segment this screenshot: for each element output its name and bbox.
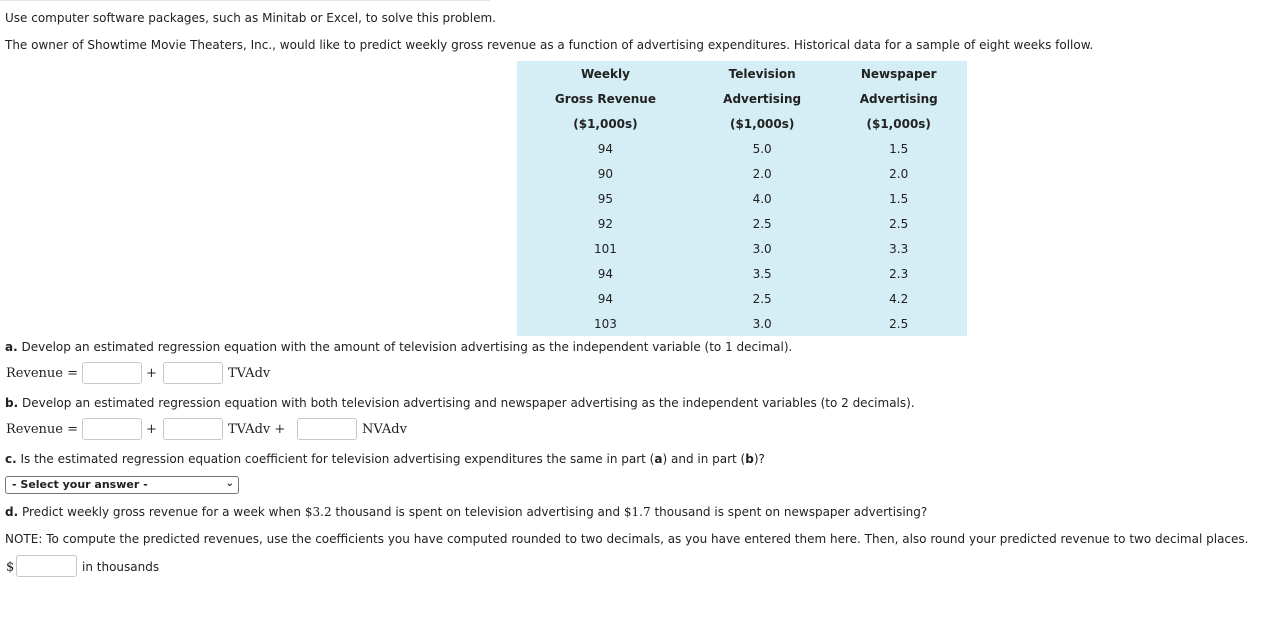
table-cell: 3.5 bbox=[752, 266, 772, 281]
table-row bbox=[517, 236, 967, 261]
part-d-unit: in thousands bbox=[82, 560, 160, 574]
part-a-question bbox=[5, 340, 792, 354]
part-a-lhs: Revenue = bbox=[6, 366, 78, 381]
table-cell: 4.2 bbox=[889, 291, 909, 306]
table-cell: 94 bbox=[597, 266, 614, 281]
part-c-answer-select[interactable] bbox=[5, 476, 239, 494]
part-b-tvadv-coefficient-input[interactable] bbox=[163, 418, 223, 440]
table-cell: 94 bbox=[597, 141, 614, 156]
table-header-row bbox=[517, 86, 967, 111]
table-cell: 1.5 bbox=[889, 141, 909, 156]
table-row bbox=[517, 161, 967, 186]
table-row bbox=[517, 211, 967, 236]
part-d-label: d. bbox=[5, 505, 19, 519]
part-d-answer-input[interactable] bbox=[16, 555, 77, 577]
part-b-intercept-input[interactable] bbox=[82, 418, 142, 440]
part-b-question bbox=[5, 396, 915, 410]
part-b-lhs: Revenue = bbox=[6, 422, 78, 437]
part-d-np-amount: $1.7 bbox=[623, 505, 651, 519]
part-c-label: c. bbox=[5, 452, 17, 466]
part-c-text-post: )? bbox=[753, 452, 765, 466]
table-cell: 2.5 bbox=[752, 291, 772, 306]
problem-text: The owner of Showtime Movie Theaters, Inc., would like to predict weekly gross revenue as a function of advertising expenditures. Historical data for a sample of eight weeks follow. bbox=[5, 38, 1094, 52]
table-header-cell: ($1,000s) bbox=[573, 116, 638, 131]
table-cell: 92 bbox=[597, 216, 614, 231]
table-header-cell: Advertising bbox=[859, 91, 938, 106]
part-c-a: a bbox=[654, 452, 663, 466]
part-d-tv-amount: $3.2 bbox=[304, 505, 332, 519]
table-header-cell: Weekly bbox=[580, 66, 630, 81]
part-c-text-pre: Is the estimated regression equation coefficient for television advertising expenditures the same in part ( bbox=[20, 452, 655, 466]
table-cell: 2.3 bbox=[889, 266, 909, 281]
part-d-text-1: Predict weekly gross revenue for a week when bbox=[21, 505, 302, 519]
table-cell: 2.0 bbox=[752, 166, 772, 181]
part-a-label: a. bbox=[5, 340, 18, 354]
part-a-tvadv-coefficient-input[interactable] bbox=[163, 362, 223, 384]
part-b-label: b. bbox=[5, 396, 19, 410]
part-a-tvadv-var: TVAdv bbox=[228, 366, 271, 381]
top-divider bbox=[0, 0, 490, 1]
table-cell: 2.5 bbox=[889, 216, 909, 231]
table-header-cell: Advertising bbox=[723, 91, 802, 106]
part-b-plus: + bbox=[146, 422, 157, 437]
table-cell: 2.0 bbox=[889, 166, 909, 181]
table-cell: 5.0 bbox=[752, 141, 772, 156]
table-cell: 4.0 bbox=[752, 191, 772, 206]
part-a-plus: + bbox=[146, 366, 157, 381]
part-c-text-mid: ) and in part ( bbox=[662, 452, 746, 466]
table-cell: 95 bbox=[597, 191, 614, 206]
table-cell: 101 bbox=[593, 241, 617, 256]
table-row bbox=[517, 261, 967, 286]
data-table bbox=[517, 61, 967, 336]
table-cell: 2.5 bbox=[752, 216, 772, 231]
table-header-row bbox=[517, 111, 967, 136]
part-c-select-value: - Select your answer - bbox=[12, 478, 148, 491]
intro-text: Use computer software packages, such as Minitab or Excel, to solve this problem. bbox=[5, 11, 496, 25]
table-cell: 103 bbox=[593, 316, 617, 331]
table-header-cell: ($1,000s) bbox=[729, 116, 795, 131]
table-cell: 3.0 bbox=[752, 316, 772, 331]
table-row bbox=[517, 311, 967, 336]
table-row bbox=[517, 136, 967, 161]
table-row bbox=[517, 286, 967, 311]
part-b-nvadv-var: NVAdv bbox=[362, 422, 407, 437]
table-header-cell: ($1,000s) bbox=[866, 116, 931, 131]
part-b-text: Develop an estimated regression equation with both television advertising and newspaper advertising as the independent variables (to 2 decimals). bbox=[21, 396, 915, 410]
table-cell: 90 bbox=[597, 166, 614, 181]
table-cell: 3.3 bbox=[889, 241, 909, 256]
part-d-note: NOTE: To compute the predicted revenues, use the coefficients you have computed rounded to two decimals, as you have entered them here. Then, also round your predicted revenue to two decimal places. bbox=[5, 532, 1249, 546]
table-header-cell: Gross Revenue bbox=[554, 91, 656, 106]
table-cell: 3.0 bbox=[752, 241, 772, 256]
table-row bbox=[517, 186, 967, 211]
part-d-text-3: thousand is spent on newspaper advertising? bbox=[654, 505, 928, 519]
part-a-text: Develop an estimated regression equation with the amount of television advertising as the independent variable (to 1 decimal). bbox=[21, 340, 793, 354]
dollar-sign: $ bbox=[6, 560, 15, 575]
part-c-b: b bbox=[745, 452, 754, 466]
part-d-text-2: thousand is spent on television advertising and bbox=[335, 505, 621, 519]
table-cell: 1.5 bbox=[889, 191, 909, 206]
table-cell: 2.5 bbox=[889, 316, 909, 331]
table-header-row bbox=[517, 61, 967, 86]
part-a-intercept-input[interactable] bbox=[82, 362, 142, 384]
table-header-cell: Television bbox=[728, 66, 796, 81]
part-d-question bbox=[5, 505, 927, 519]
part-b-nvadv-coefficient-input[interactable] bbox=[297, 418, 357, 440]
table-cell: 94 bbox=[597, 291, 614, 306]
part-b-tvadv-var: TVAdv + bbox=[228, 422, 286, 437]
table-header-cell: Newspaper bbox=[860, 66, 937, 81]
chevron-down-icon: ⌄ bbox=[225, 478, 234, 489]
part-c-question bbox=[5, 452, 765, 466]
